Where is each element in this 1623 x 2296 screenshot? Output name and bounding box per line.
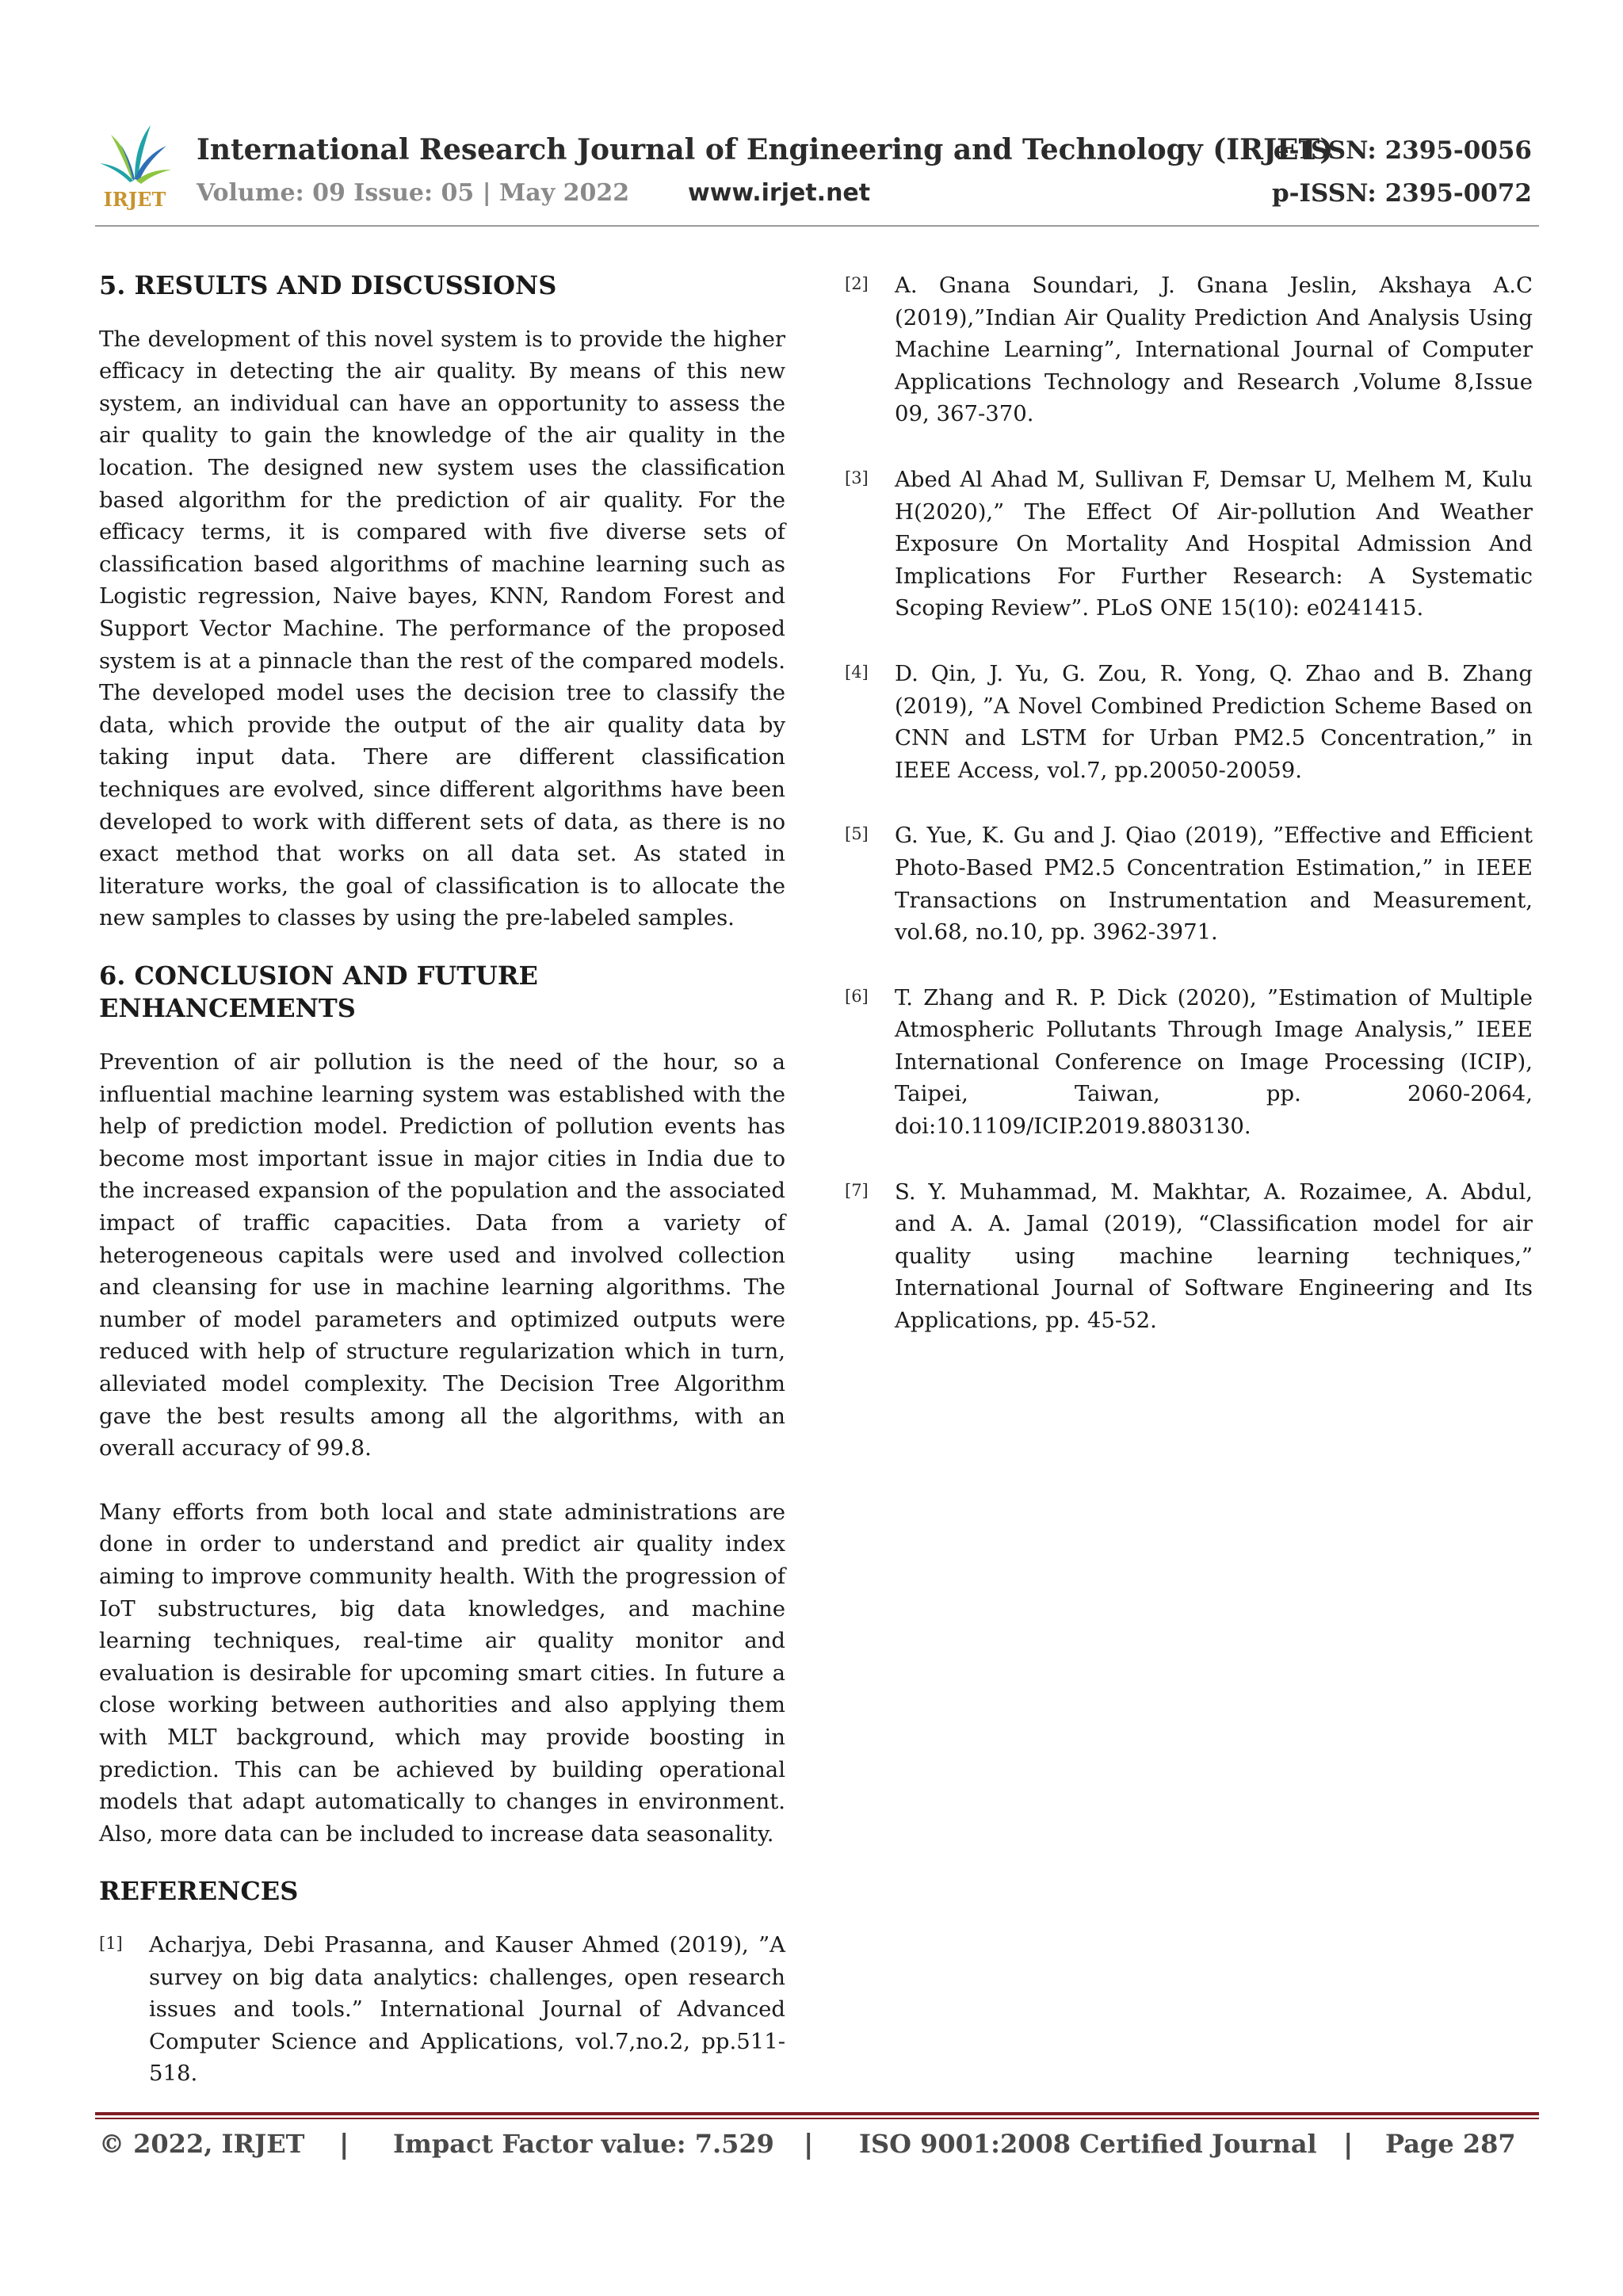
footer-divider-thick: [95, 2112, 1539, 2115]
results-heading: 5. RESULTS AND DISCUSSIONS: [99, 270, 557, 300]
reference-number: [2]: [845, 274, 869, 293]
reference-text: Acharjya, Debi Prasanna, and Kauser Ahmed (2019), ”A survey on big data analytics: challenges, open research issues and tools.” International Journal of Advanced Computer Science and Applications, vol.7,no.2, pp.511-518.: [149, 1931, 785, 2087]
reference-number: [6]: [845, 986, 869, 1006]
references-heading: REFERENCES: [99, 1876, 299, 1907]
e-issn: e-ISSN: 2395-0056: [1273, 136, 1532, 165]
reference-item: [99, 1929, 785, 2090]
irjet-logo: [95, 117, 174, 212]
journal-title: International Research Journal of Engineering and Technology (IRJET): [197, 133, 1334, 166]
reference-number: [1]: [99, 1933, 123, 1953]
footer-separator: |: [1343, 2129, 1354, 2160]
conclusion-paragraph-2: Many efforts from both local and state administrations are done in order to understand and predict air quality index aiming to improve community health. With the progression of IoT substructures, big data knowledges, and machine learning techniques, real-time air quality monitor and evaluation is desirable for upcoming smart cities. In future a close working between authorities and also applying them with MLT background, which may provide boosting in prediction. This can be achieved by building operational models that adapt automatically to changes in environment. Also, more data can be included to increase data seasonality.: [99, 1499, 785, 1847]
header-divider: [95, 225, 1539, 227]
reference-number: [5]: [845, 824, 869, 844]
conclusion-paragraph-1: Prevention of air pollution is the need of the hour, so a influential machine learning system was established with the help of prediction model. Prediction of pollution events has become most important issue in major cities in India due to the increased expansion of the population and the associated impact of traffic capacities. Data from a variety of heterogeneous capitals were used and involved collection and cleansing for use in machine learning algorithms. The number of model parameters and optimized outputs were reduced with help of structure regularization which in turn, alleviated model complexity. The Decision Tree Algorithm gave the best results among all the algorithms, with an overall accuracy of 99.8.: [99, 1049, 785, 1461]
footer-separator: |: [804, 2129, 814, 2160]
footer-copyright: © 2022, IRJET: [99, 2129, 305, 2159]
right-column: [845, 269, 1533, 1370]
reference-item: [845, 982, 1533, 1143]
reference-text: T. Zhang and R. P. Dick (2020), ”Estimation of Multiple Atmospheric Pollutants Through Image Analysis,” IEEE International Conference on Image Processing (ICIP), Taipei, Taiwan, pp. 2060-2064, doi:10.1109/ICIP.2019.8803130.: [895, 984, 1533, 1140]
reference-text: G. Yue, K. Gu and J. Qiao (2019), ”Effective and Efficient Photo-Based PM2.5 Concentration Estimation,” in IEEE Transactions on Instrumentation and Measurement, vol.68, no.10, pp. 3962-3971.: [895, 823, 1533, 946]
volume-issue: Volume: 09 Issue: 05 | May 2022: [197, 179, 630, 207]
footer-separator: |: [339, 2129, 349, 2160]
footer-iso: ISO 9001:2008 Certified Journal: [859, 2129, 1317, 2159]
footer-divider-thin: [95, 2118, 1539, 2119]
reference-text: Abed Al Ahad M, Sullivan F, Demsar U, Melhem M, Kulu H(2020),” The Effect Of Air-pollution And Weather Exposure On Mortality And Hospital Admission And Implications For Further Research: A Systematic Scoping Review”. PLoS ONE 15(10): e0241415.: [895, 466, 1533, 621]
reference-text: D. Qin, J. Yu, G. Zou, R. Yong, Q. Zhao and B. Zhang (2019), ”A Novel Combined Prediction Scheme Based on CNN and LSTM for Urban PM2.5 Concentration,” in IEEE Access, vol.7, pp.20050-20059.: [895, 660, 1533, 783]
reference-item: [845, 819, 1533, 948]
reference-item: [845, 1176, 1533, 1337]
footer-impact-factor: Impact Factor value: 7.529: [393, 2129, 774, 2159]
reference-number: [4]: [845, 662, 869, 682]
reference-item: [845, 269, 1533, 430]
reference-text: A. Gnana Soundari, J. Gnana Jeslin, Akshaya A.C (2019),”Indian Air Quality Prediction And Analysis Using Machine Learning”, International Journal of Computer Applications Technology and Research ,Volume 8,Issue 09, 367-370.: [895, 273, 1533, 427]
results-paragraph: The development of this novel system is to provide the higher efficacy in detecting the air quality. By means of this new system, an individual can have an opportunity to assess the air quality to gain the knowledge of the air quality in the location. The designed new system uses the classification based algorithm for the prediction of air quality. For the efficacy terms, it is compared with five diverse sets of classification based algorithms of machine learning such as Logistic regression, Naive bayes, KNN, Random Forest and Support Vector Machine. The performance of the proposed system is at a pinnacle than the rest of the compared models. The developed model uses the decision tree to classify the data, which provide the output of the air quality data by taking input data. There are different classification techniques are evolved, since different algorithms have been developed to work with different sets of data, as there is no exact method that works on all data set. As stated in literature works, the goal of classification is to allocate the new samples to classes by using the pre-labeled samples.: [99, 326, 785, 931]
conclusion-heading: 6. CONCLUSION AND FUTURE ENHANCEMENTS: [99, 960, 538, 1024]
footer-page-number: Page 287: [1385, 2129, 1516, 2159]
p-issn: p-ISSN: 2395-0072: [1271, 179, 1532, 208]
reference-text: S. Y. Muhammad, M. Makhtar, A. Rozaimee, A. Abdul, and A. A. Jamal (2019), “Classification model for air quality using machine learning techniques,” International Journal of Software Engineering and Its Applications, pp. 45-52.: [895, 1179, 1533, 1334]
logo-text: IRJET: [103, 188, 166, 211]
left-column: [99, 269, 785, 2123]
reference-item: [845, 658, 1533, 786]
reference-number: [7]: [845, 1180, 869, 1200]
reference-item: [845, 464, 1533, 625]
website-link[interactable]: www.irjet.net: [688, 179, 871, 207]
reference-number: [3]: [845, 468, 869, 487]
